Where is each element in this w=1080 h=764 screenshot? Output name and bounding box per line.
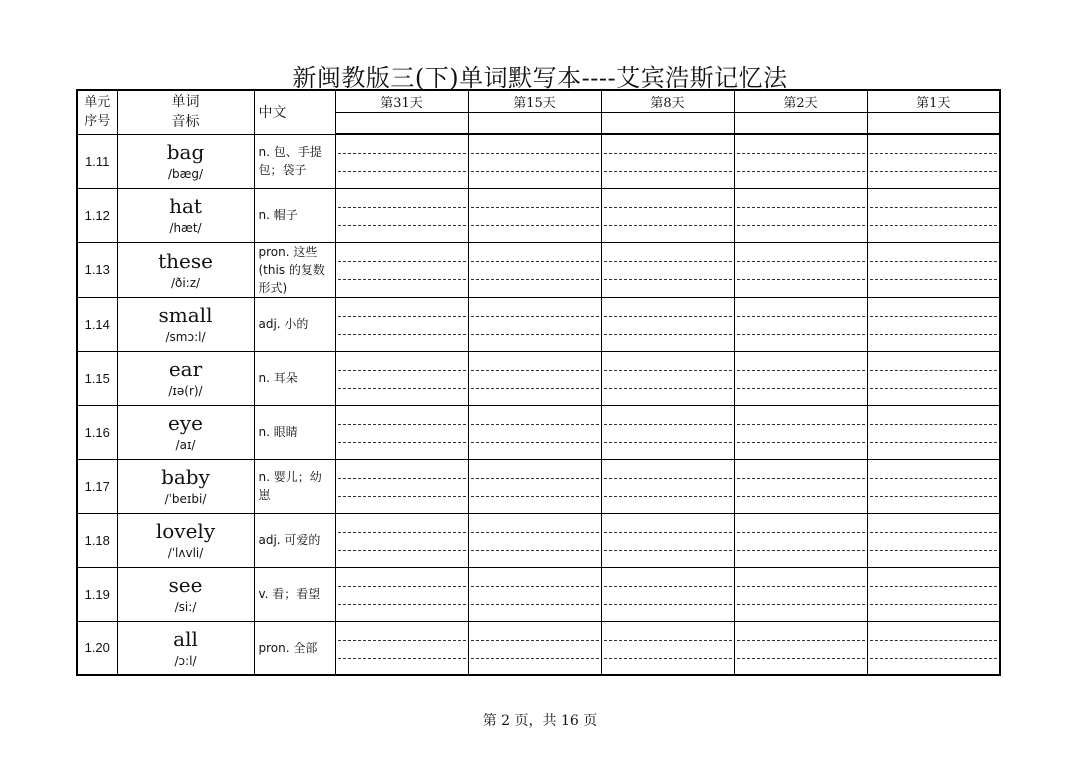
- writing-area[interactable]: [335, 242, 468, 297]
- unit-number: 1.19: [77, 567, 117, 621]
- dictation-table: [76, 89, 1001, 676]
- dashed-line: [870, 279, 998, 280]
- english-word: these: [158, 248, 213, 273]
- dashed-line: [737, 532, 865, 533]
- dashed-line: [338, 171, 466, 172]
- writing-area[interactable]: [734, 621, 867, 675]
- dashed-line: [604, 279, 732, 280]
- writing-area[interactable]: [335, 621, 468, 675]
- header-day-8: 第8天: [601, 90, 734, 113]
- writing-area[interactable]: [335, 188, 468, 242]
- writing-area[interactable]: [867, 188, 1000, 242]
- dashed-line: [471, 604, 599, 605]
- chinese-meaning: pron. 全部: [254, 621, 335, 675]
- writing-area[interactable]: [468, 351, 601, 405]
- dashed-line: [870, 171, 998, 172]
- dashed-line: [737, 171, 865, 172]
- writing-area[interactable]: [468, 242, 601, 297]
- dashed-line: [338, 532, 466, 533]
- header-day-15: 第15天: [468, 90, 601, 113]
- dashed-line: [338, 370, 466, 371]
- dashed-line: [338, 640, 466, 641]
- dashed-line: [737, 550, 865, 551]
- unit-number: 1.15: [77, 351, 117, 405]
- writing-area[interactable]: [335, 297, 468, 351]
- dashed-line: [737, 153, 865, 154]
- table-row: [77, 188, 1000, 242]
- english-word: small: [158, 303, 213, 327]
- phonetic: /ɪə(r)/: [168, 384, 203, 398]
- writing-area[interactable]: [867, 567, 1000, 621]
- writing-area[interactable]: [335, 459, 468, 513]
- dashed-line: [604, 207, 732, 208]
- dashed-line: [870, 532, 998, 533]
- writing-area[interactable]: [601, 567, 734, 621]
- dashed-line: [737, 586, 865, 587]
- dashed-line: [737, 424, 865, 425]
- writing-area[interactable]: [601, 188, 734, 242]
- dashed-line: [604, 496, 732, 497]
- header-blank: [601, 113, 734, 135]
- dashed-line: [471, 496, 599, 497]
- writing-area[interactable]: [468, 134, 601, 188]
- dashed-line: [737, 496, 865, 497]
- dashed-line: [338, 496, 466, 497]
- dashed-line: [604, 478, 732, 479]
- word-cell: [117, 513, 254, 567]
- writing-area[interactable]: [601, 621, 734, 675]
- chinese-meaning: n. 帽子: [254, 188, 335, 242]
- dashed-line: [604, 586, 732, 587]
- table-body: [77, 134, 1000, 675]
- writing-area[interactable]: [867, 134, 1000, 188]
- phonetic: /ˈbeɪbi/: [164, 492, 207, 506]
- dashed-line: [737, 640, 865, 641]
- dashed-line: [604, 334, 732, 335]
- english-word: baby: [161, 465, 210, 489]
- dashed-line: [604, 261, 732, 262]
- writing-area[interactable]: [468, 297, 601, 351]
- dashed-line: [338, 153, 466, 154]
- writing-area[interactable]: [335, 405, 468, 459]
- writing-area[interactable]: [867, 459, 1000, 513]
- dashed-line: [471, 207, 599, 208]
- writing-area[interactable]: [601, 351, 734, 405]
- chinese-meaning: adj. 小的: [254, 297, 335, 351]
- dashed-line: [737, 370, 865, 371]
- dashed-line: [471, 550, 599, 551]
- dashed-line: [338, 225, 466, 226]
- table-row: [77, 567, 1000, 621]
- english-word: bag: [166, 140, 205, 164]
- writing-area[interactable]: [867, 242, 1000, 297]
- header-unit: 单元 序号: [77, 90, 117, 134]
- dashed-line: [870, 604, 998, 605]
- dashed-line: [604, 388, 732, 389]
- dashed-line: [870, 496, 998, 497]
- dashed-line: [870, 640, 998, 641]
- phonetic: /ˈlʌvli/: [167, 546, 204, 560]
- dashed-line: [338, 586, 466, 587]
- unit-number: 1.16: [77, 405, 117, 459]
- dashed-line: [870, 424, 998, 425]
- writing-area[interactable]: [734, 242, 867, 297]
- dashed-line: [737, 334, 865, 335]
- writing-area[interactable]: [734, 297, 867, 351]
- word-cell: [117, 459, 254, 513]
- word-cell: [117, 242, 254, 297]
- table-row: [77, 513, 1000, 567]
- dashed-line: [604, 532, 732, 533]
- writing-area[interactable]: [335, 567, 468, 621]
- dashed-line: [338, 442, 466, 443]
- dashed-line: [471, 658, 599, 659]
- writing-area[interactable]: [734, 567, 867, 621]
- dashed-line: [870, 388, 998, 389]
- word-cell: [117, 351, 254, 405]
- table-row: [77, 351, 1000, 405]
- dashed-line: [604, 316, 732, 317]
- dashed-line: [604, 658, 732, 659]
- dashed-line: [737, 604, 865, 605]
- dashed-line: [338, 658, 466, 659]
- dashed-line: [338, 334, 466, 335]
- chinese-meaning: pron. 这些(this 的复数形式): [254, 242, 335, 297]
- writing-area[interactable]: [867, 405, 1000, 459]
- dashed-line: [338, 550, 466, 551]
- dashed-line: [604, 225, 732, 226]
- dashed-line: [604, 640, 732, 641]
- dashed-line: [737, 388, 865, 389]
- dashed-line: [471, 424, 599, 425]
- chinese-meaning: v. 看；看望: [254, 567, 335, 621]
- dashed-line: [471, 586, 599, 587]
- phonetic: /si:/: [174, 600, 197, 614]
- dashed-line: [737, 478, 865, 479]
- word-cell: [117, 567, 254, 621]
- phonetic: /bæg/: [167, 167, 204, 181]
- dashed-line: [870, 225, 998, 226]
- table-row: [77, 297, 1000, 351]
- writing-area[interactable]: [734, 513, 867, 567]
- table-row: [77, 134, 1000, 188]
- table-row: [77, 405, 1000, 459]
- phonetic: /aɪ/: [175, 438, 196, 452]
- writing-area[interactable]: [335, 134, 468, 188]
- english-word: hat: [169, 194, 202, 218]
- dashed-line: [338, 207, 466, 208]
- dashed-line: [870, 550, 998, 551]
- dashed-line: [471, 225, 599, 226]
- english-word: all: [173, 626, 198, 651]
- writing-area[interactable]: [601, 297, 734, 351]
- dashed-line: [604, 604, 732, 605]
- header-word: 单词 音标: [117, 90, 254, 134]
- dashed-line: [870, 370, 998, 371]
- dashed-line: [471, 478, 599, 479]
- dashed-line: [604, 442, 732, 443]
- dashed-line: [338, 279, 466, 280]
- writing-area[interactable]: [601, 513, 734, 567]
- dashed-line: [471, 334, 599, 335]
- english-word: eye: [168, 411, 203, 435]
- english-word: lovely: [155, 519, 216, 543]
- chinese-meaning: n. 婴儿；幼崽: [254, 459, 335, 513]
- dashed-line: [471, 279, 599, 280]
- unit-number: 1.13: [77, 242, 117, 297]
- writing-area[interactable]: [734, 188, 867, 242]
- dashed-line: [870, 586, 998, 587]
- dashed-line: [471, 370, 599, 371]
- dashed-line: [471, 316, 599, 317]
- dashed-line: [338, 316, 466, 317]
- header-day-1: 第1天: [867, 90, 1000, 113]
- phonetic: /ɔ:l/: [174, 653, 197, 668]
- dashed-line: [604, 153, 732, 154]
- dashed-line: [870, 153, 998, 154]
- page-footer: 第 2 页，共 16 页: [482, 713, 598, 729]
- dashed-line: [737, 279, 865, 280]
- writing-area[interactable]: [867, 513, 1000, 567]
- dashed-line: [471, 261, 599, 262]
- writing-area[interactable]: [468, 621, 601, 675]
- table-row: [77, 242, 1000, 297]
- dashed-line: [870, 207, 998, 208]
- dashed-line: [737, 225, 865, 226]
- header-chinese: 中文: [254, 90, 335, 134]
- writing-area[interactable]: [601, 134, 734, 188]
- header-day-2: 第2天: [734, 90, 867, 113]
- dashed-line: [338, 388, 466, 389]
- chinese-meaning: n. 包、手提包；袋子: [254, 134, 335, 188]
- word-cell: [117, 297, 254, 351]
- english-word: ear: [168, 357, 203, 381]
- dashed-line: [471, 442, 599, 443]
- dashed-line: [737, 316, 865, 317]
- dashed-line: [604, 424, 732, 425]
- dashed-line: [338, 478, 466, 479]
- dashed-line: [604, 370, 732, 371]
- table-row: [77, 621, 1000, 675]
- writing-area[interactable]: [468, 513, 601, 567]
- writing-area[interactable]: [601, 405, 734, 459]
- header-blank: [734, 113, 867, 135]
- dashed-line: [338, 261, 466, 262]
- word-cell: [117, 405, 254, 459]
- chinese-meaning: adj. 可爱的: [254, 513, 335, 567]
- dashed-line: [737, 658, 865, 659]
- writing-area[interactable]: [601, 459, 734, 513]
- writing-area[interactable]: [468, 459, 601, 513]
- page-title: 新闽教版三(下)单词默写本----艾宾浩斯记忆法: [292, 64, 788, 92]
- writing-area[interactable]: [734, 351, 867, 405]
- dashed-line: [870, 334, 998, 335]
- dashed-line: [604, 171, 732, 172]
- english-word: see: [168, 573, 203, 597]
- chinese-meaning: n. 眼睛: [254, 405, 335, 459]
- header-blank: [468, 113, 601, 135]
- dashed-line: [338, 604, 466, 605]
- dashed-line: [338, 424, 466, 425]
- phonetic: /ði:z/: [170, 275, 201, 290]
- dashed-line: [737, 207, 865, 208]
- dashed-line: [471, 388, 599, 389]
- writing-area[interactable]: [601, 242, 734, 297]
- word-cell: [117, 134, 254, 188]
- dashed-line: [870, 658, 998, 659]
- writing-area[interactable]: [867, 351, 1000, 405]
- dashed-line: [471, 153, 599, 154]
- dashed-line: [737, 261, 865, 262]
- word-cell: [117, 621, 254, 675]
- dashed-line: [604, 550, 732, 551]
- table-header: [77, 90, 1000, 134]
- writing-area[interactable]: [867, 297, 1000, 351]
- writing-area[interactable]: [468, 405, 601, 459]
- dashed-line: [870, 261, 998, 262]
- writing-area[interactable]: [468, 567, 601, 621]
- dashed-line: [471, 532, 599, 533]
- phonetic: /hæt/: [169, 221, 202, 235]
- chinese-meaning: n. 耳朵: [254, 351, 335, 405]
- unit-number: 1.20: [77, 621, 117, 675]
- writing-area[interactable]: [734, 405, 867, 459]
- dashed-line: [870, 478, 998, 479]
- header-day-31: 第31天: [335, 90, 468, 113]
- dashed-line: [870, 316, 998, 317]
- phonetic: /smɔ:l/: [165, 330, 206, 344]
- header-blank: [335, 113, 468, 135]
- unit-number: 1.12: [77, 188, 117, 242]
- header-blank: [867, 113, 1000, 135]
- unit-number: 1.18: [77, 513, 117, 567]
- word-cell: [117, 188, 254, 242]
- writing-area[interactable]: [335, 351, 468, 405]
- writing-area[interactable]: [335, 513, 468, 567]
- dashed-line: [471, 171, 599, 172]
- writing-area[interactable]: [734, 134, 867, 188]
- dashed-line: [870, 442, 998, 443]
- dashed-line: [737, 442, 865, 443]
- writing-area[interactable]: [468, 188, 601, 242]
- dashed-line: [471, 640, 599, 641]
- unit-number: 1.11: [77, 134, 117, 188]
- writing-area[interactable]: [867, 621, 1000, 675]
- writing-area[interactable]: [734, 459, 867, 513]
- table-row: [77, 459, 1000, 513]
- unit-number: 1.14: [77, 297, 117, 351]
- unit-number: 1.17: [77, 459, 117, 513]
